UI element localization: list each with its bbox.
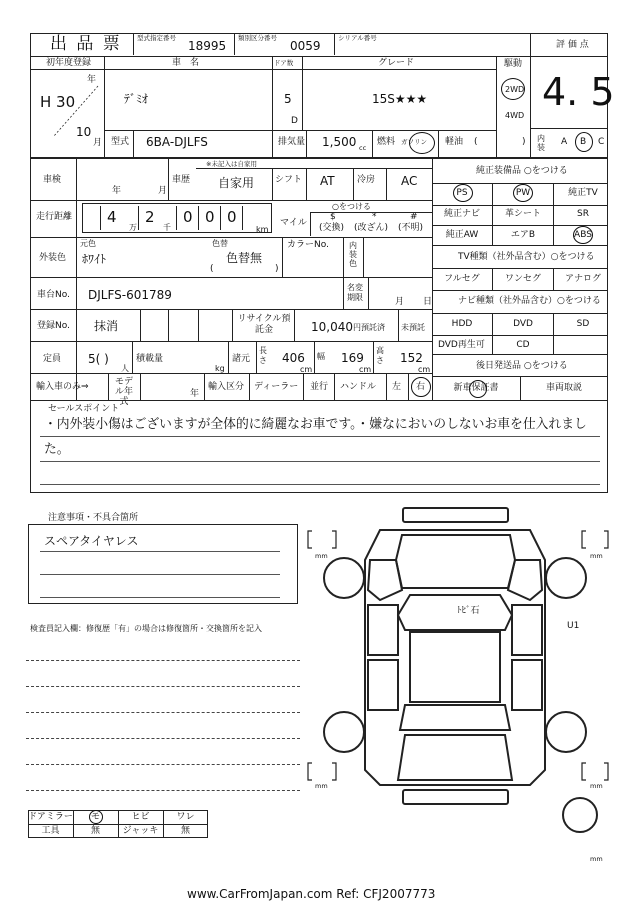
tools-value: 無 <box>90 826 100 836</box>
repaint-paren-open: ( <box>210 264 214 274</box>
recycle-unpaid: 未預託 <box>401 323 425 332</box>
equip-leather: 革シート <box>504 209 541 219</box>
interior-color-label: 内装色 <box>349 241 357 268</box>
interior-c: C <box>598 137 605 147</box>
equip-tv: 純正TV <box>568 188 598 198</box>
repaint-value: 色替無 <box>226 251 263 265</box>
model-code: 18995 <box>188 39 227 53</box>
fuel-gasoline: ガソリン <box>401 138 427 146</box>
tv-title: TV種類（社外品含む）○をつける <box>458 252 595 262</box>
cd-playback: CD <box>516 340 530 350</box>
mileage-digit-4: 0 <box>205 208 215 226</box>
sen-unit: 千 <box>163 223 171 232</box>
mileage-circle-note: ○をつける <box>332 202 371 211</box>
rating-value: 4. 5 <box>542 70 615 114</box>
door-type: D <box>291 116 298 126</box>
length-label: 長さ <box>259 346 267 365</box>
repaint-label: 色替 <box>212 239 228 248</box>
model-year-label: モデル年式 <box>114 377 133 407</box>
tv-oneseg: ワンセグ <box>504 274 541 284</box>
repaint-paren-close: ) <box>275 264 279 274</box>
tv-analog: アナログ <box>564 274 601 284</box>
type-label: 型式 <box>111 137 130 147</box>
mm-fl: mm <box>315 552 328 560</box>
parallel: 並行 <box>310 382 329 392</box>
mile-altered: (改ざん) <box>354 223 389 233</box>
reg-no: 抹消 <box>94 319 119 333</box>
usage-label: 車歴 <box>172 175 191 185</box>
tv-fullseg: フルセグ <box>444 274 480 284</box>
mile-unknown: (不明) <box>398 223 424 233</box>
reg-no-label: 登録No. <box>37 321 70 331</box>
fuel-label: 燃料 <box>377 137 396 147</box>
capacity-label: 定員 <box>43 354 62 364</box>
car-name: ﾃﾞﾐｵ <box>124 92 149 106</box>
tools-label: 工具 <box>41 826 60 836</box>
dims-label: 諸元 <box>232 354 251 364</box>
kg-unit: kg <box>215 364 225 373</box>
new-car-warranty: 新車保証書 <box>453 383 499 393</box>
model-type: 6BA-DJLFS <box>146 135 208 149</box>
inspection-year-unit: 年 <box>112 186 122 196</box>
fuel-paren-open: ( <box>474 137 478 147</box>
owners-manual: 車両取説 <box>545 383 582 393</box>
first-reg-era: H 30 <box>40 93 76 111</box>
serial-label: シリアル番号 <box>338 34 377 42</box>
fuel-paren-close: ) <box>522 137 526 147</box>
year-unit: 年 <box>87 75 97 85</box>
grade-label: グレード <box>378 58 415 68</box>
jack-value: 無 <box>180 826 190 836</box>
equipment-title: 純正装備品 ○をつける <box>476 166 568 176</box>
ac-label: 冷房 <box>357 175 376 185</box>
recycle-paid: 円預託済 <box>353 323 385 332</box>
import-label: 輸入車のみ⇒ <box>36 382 89 392</box>
orig-color: ﾎﾜｲﾄ <box>82 252 107 266</box>
equip-abs: ABS <box>574 230 592 240</box>
title-day-unit: 日 <box>423 297 433 307</box>
height: 152 <box>400 351 423 365</box>
orig-color-label: 元色 <box>80 239 96 248</box>
person-unit: 人 <box>121 364 129 373</box>
footer-watermark: www.CarFromJapan.com Ref: CFJ2007773 <box>187 887 436 901</box>
navi-title: ナビ種類（社外品含む）○をつける <box>458 296 601 306</box>
recycle-label: リサイクル預託金 <box>237 314 291 335</box>
mile-altered-sym: * <box>372 212 377 222</box>
equip-aw: 純正AW <box>445 230 479 240</box>
mileage-label: 走行距離 <box>36 212 73 222</box>
handle-right: 右 <box>416 382 426 392</box>
sales-label: セールスポイント <box>48 404 120 414</box>
fuel-diesel: 軽油 <box>445 137 464 147</box>
handle-label: ハンドル <box>340 382 377 392</box>
sales-line-1: ・内外装小傷はございますが全体的に綺麗なお車です。・嫌なにおいのしないお車を仕入れまし <box>44 417 587 432</box>
equip-sr: SR <box>577 209 589 219</box>
notes-label: 注意事項・不具合箇所 <box>48 513 139 523</box>
vin: DJLFS-601789 <box>88 288 172 302</box>
car-name-label: 車 名 <box>172 58 200 68</box>
dealer: ディーラー <box>254 382 299 392</box>
height-label: 高さ <box>376 346 384 365</box>
month-unit: 月 <box>93 138 103 148</box>
mileage-digit-5: 0 <box>227 208 237 226</box>
rating-label: 評 価 点 <box>556 40 589 50</box>
cc-unit: cc <box>359 144 367 152</box>
import-type-label: 輸入区分 <box>208 382 245 392</box>
jack-label: ジャッキ <box>122 826 159 836</box>
length: 406 <box>282 351 305 365</box>
grade: 15S★★★ <box>372 92 428 106</box>
sales-line-2: た。 <box>44 442 70 457</box>
mm-rl: mm <box>315 782 328 790</box>
category-label: 類別区分番号 <box>238 34 277 42</box>
notes-line-1: スペアタイヤレス <box>44 534 139 548</box>
model-code-label: 型式指定番号 <box>137 34 176 42</box>
vin-label: 車台No. <box>37 290 70 300</box>
man-unit: 万 <box>129 223 137 232</box>
displacement: 1,500 <box>322 135 357 149</box>
inspection-label: 車検 <box>43 175 62 185</box>
title-deadline-label: 名変期限 <box>347 283 363 302</box>
mirror-label: ドアミラー <box>28 812 73 822</box>
ac-value: AC <box>401 174 418 188</box>
mileage-digit-2: 2 <box>145 208 155 226</box>
equip-navi: 純正ナビ <box>443 209 480 219</box>
sheet-title: 出 品 票 <box>50 34 122 54</box>
doors-label: ドア数 <box>274 59 294 67</box>
mile-exchange-sym: $ <box>330 212 336 222</box>
mile-unknown-sym: # <box>410 212 418 222</box>
width: 169 <box>341 351 364 365</box>
mm-fr: mm <box>590 552 603 560</box>
length-cm: cm <box>300 365 313 374</box>
interior-a: A <box>561 137 568 147</box>
windshield-mark: ﾄﾋﾞ石 <box>457 606 480 616</box>
dvd-playback: DVD再生可 <box>438 340 485 350</box>
exterior-color-label: 外装色 <box>39 253 67 263</box>
width-label: 幅 <box>317 352 325 361</box>
usage-value: 自家用 <box>218 176 255 190</box>
drive-label: 駆動 <box>504 59 523 69</box>
first-reg-month: 10 <box>76 125 92 139</box>
navi-dvd: DVD <box>513 319 533 329</box>
recycle-amount: 10,040 <box>311 320 353 334</box>
mileage-digit-3: 0 <box>183 208 193 226</box>
title-month-unit: 月 <box>395 297 405 307</box>
mile-label: マイル <box>280 218 307 228</box>
shift-label: シフト <box>275 175 303 185</box>
equip-pw: PW <box>515 188 531 198</box>
inspection-month-unit: 月 <box>158 186 168 196</box>
category: 0059 <box>290 39 321 53</box>
first-reg-label: 初年度登録 <box>46 58 92 68</box>
handle-left: 左 <box>392 382 402 392</box>
interior-b: B <box>580 137 587 147</box>
equip-ps: PS <box>456 188 468 198</box>
later-title: 後日発送品 ○をつける <box>476 361 568 371</box>
ware-label: ワレ <box>176 812 195 822</box>
mileage-digit-1: 4 <box>107 208 117 226</box>
side-mark: U1 <box>567 621 580 631</box>
color-no-label: カラーNo. <box>287 240 329 250</box>
height-cm: cm <box>418 365 431 374</box>
displacement-label: 排気量 <box>278 137 306 147</box>
model-year-unit: 年 <box>190 389 200 399</box>
unreg-note: ※未記入は自家用 <box>206 160 257 168</box>
mile-exchange: (交換) <box>319 223 345 233</box>
mirror-value: モ <box>90 812 100 822</box>
mm-spare: mm <box>590 855 603 863</box>
hibi-label: ヒビ <box>131 812 150 822</box>
doors: 5 <box>284 92 292 106</box>
navi-sd: SD <box>576 319 590 329</box>
mm-rr: mm <box>590 782 603 790</box>
shift-value: AT <box>320 174 335 188</box>
km-unit: km <box>256 225 269 234</box>
inspector-label: 検査員記入欄：修復歴「有」の場合は修復箇所・交換箇所を記入 <box>30 624 262 633</box>
interior-label: 内装 <box>537 134 545 152</box>
load-label: 積載量 <box>136 354 164 364</box>
navi-hdd: HDD <box>451 319 473 329</box>
drive-2wd: 2WD <box>505 85 525 94</box>
width-cm: cm <box>359 365 372 374</box>
drive-4wd: 4WD <box>505 111 525 120</box>
capacity: 5( ) <box>88 352 109 366</box>
equip-airbag: エアB <box>510 230 536 240</box>
